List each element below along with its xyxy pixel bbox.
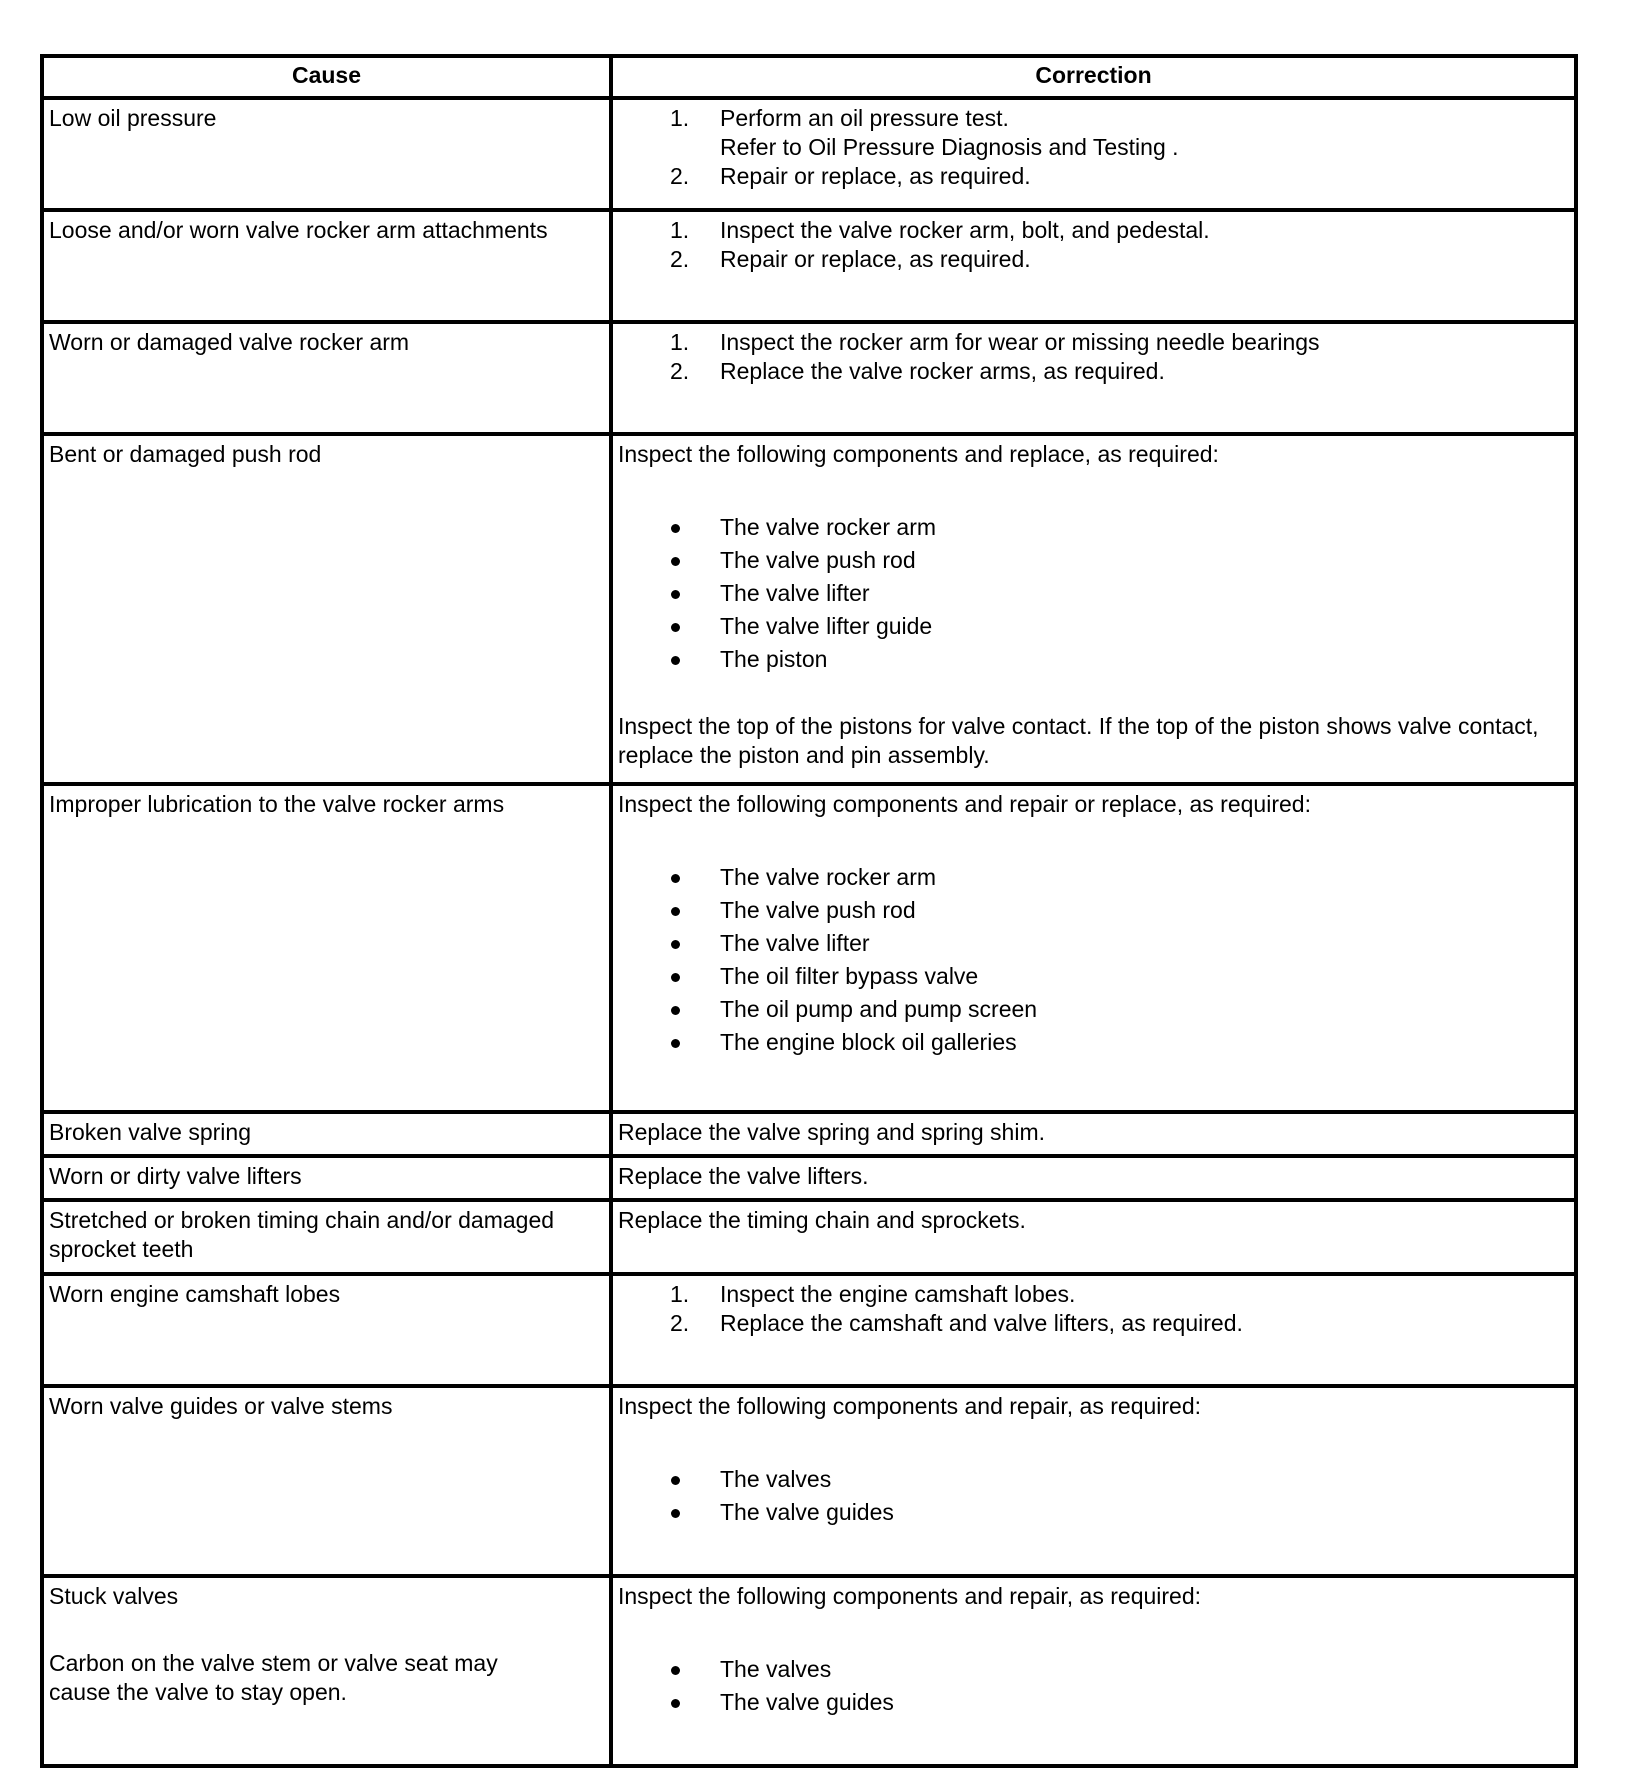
component-list [618, 861, 1568, 1059]
correction-steps [618, 104, 1568, 191]
correction-cell [611, 322, 1576, 434]
correction-step: Replace the camshaft and valve lifters, as required. [720, 1310, 1243, 1336]
correction-cell [611, 1200, 1576, 1274]
correction-cell [611, 784, 1576, 1112]
cause-cell [42, 1386, 611, 1576]
cause-text: Worn or damaged valve rocker arm [49, 329, 410, 355]
column-header-cause: Cause [42, 56, 611, 98]
component-item: The valve push rod [618, 894, 1568, 927]
correction-intro: Inspect the following components and replace, as required: [618, 441, 1219, 467]
component-item: The valve lifter guide [618, 610, 1568, 643]
cause-cell [42, 1112, 611, 1156]
correction-cell [611, 1156, 1576, 1200]
table-row [42, 210, 1576, 322]
cause-text: Bent or damaged push rod [49, 441, 322, 467]
component-list [618, 1653, 1568, 1719]
diagnosis-table [40, 54, 1578, 1768]
component-item: The valve guides [618, 1496, 1568, 1529]
cause-text: Loose and/or worn valve rocker arm attachments [49, 217, 548, 243]
correction-text: Replace the valve spring and spring shim. [618, 1119, 1046, 1145]
table-row [42, 1200, 1576, 1274]
cause-text: Stretched or broken timing chain and/or damaged sprocket teeth [49, 1207, 555, 1262]
cause-text: Improper lubrication to the valve rocker arms [49, 791, 505, 817]
component-list [618, 511, 1568, 676]
cause-text: Stuck valves [49, 1583, 179, 1609]
component-item: The oil filter bypass valve [618, 960, 1568, 993]
correction-cell [611, 1386, 1576, 1576]
correction-step: Inspect the engine camshaft lobes. [720, 1281, 1076, 1307]
step-text: Perform an oil pressure test. [720, 105, 1009, 131]
correction-step: Repair or replace, as required. [720, 163, 1031, 189]
cause-cell [42, 98, 611, 210]
table-row [42, 434, 1576, 784]
cause-cell [42, 434, 611, 784]
correction-cell [611, 210, 1576, 322]
component-item: The engine block oil galleries [618, 1026, 1568, 1059]
correction-intro: Inspect the following components and repair, as required: [618, 1583, 1202, 1609]
cause-note: Carbon on the valve stem or valve seat may cause the valve to stay open. [49, 1650, 498, 1705]
cause-text: Worn valve guides or valve stems [49, 1393, 393, 1419]
cause-text: Low oil pressure [49, 105, 217, 131]
correction-cell [611, 1274, 1576, 1386]
correction-note: Inspect the top of the pistons for valve contact. If the top of the piston shows valve contact, replace the piston and pin assembly. [618, 713, 1539, 768]
component-item: The valves [618, 1653, 1568, 1686]
component-item: The valve rocker arm [618, 511, 1568, 544]
component-item: The valve guides [618, 1686, 1568, 1719]
cause-cell [42, 1156, 611, 1200]
correction-step: Replace the valve rocker arms, as required. [720, 358, 1165, 384]
correction-steps [618, 216, 1568, 274]
component-item: The valve lifter [618, 577, 1568, 610]
table-row [42, 1156, 1576, 1200]
cause-cell [42, 1200, 611, 1274]
correction-step: Inspect the valve rocker arm, bolt, and pedestal. [720, 217, 1210, 243]
correction-cell [611, 434, 1576, 784]
table-row [42, 1576, 1576, 1766]
step-subtext: Refer to Oil Pressure Diagnosis and Testing . [720, 134, 1179, 160]
correction-cell [611, 1112, 1576, 1156]
table-row [42, 784, 1576, 1112]
component-item: The valve rocker arm [618, 861, 1568, 894]
table-row [42, 98, 1576, 210]
table-header-row [42, 56, 1576, 98]
component-item: The piston [618, 643, 1568, 676]
component-item: The valves [618, 1463, 1568, 1496]
component-list [618, 1463, 1568, 1529]
cause-cell [42, 1576, 611, 1766]
table-row [42, 1274, 1576, 1386]
cause-text: Worn engine camshaft lobes [49, 1281, 341, 1307]
component-item: The oil pump and pump screen [618, 993, 1568, 1026]
cause-text: Broken valve spring [49, 1119, 251, 1145]
column-header-correction: Correction [611, 56, 1576, 98]
table-row [42, 322, 1576, 434]
correction-intro: Inspect the following components and repair, as required: [618, 1393, 1202, 1419]
correction-steps [618, 328, 1568, 386]
correction-cell [611, 1576, 1576, 1766]
cause-cell [42, 210, 611, 322]
correction-step: Inspect the rocker arm for wear or missing needle bearings [720, 329, 1320, 355]
correction-step [618, 104, 1568, 162]
correction-step: Repair or replace, as required. [720, 246, 1031, 272]
correction-cell [611, 98, 1576, 210]
component-item: The valve push rod [618, 544, 1568, 577]
correction-steps [618, 1280, 1568, 1338]
table-row [42, 1386, 1576, 1576]
correction-text: Replace the valve lifters. [618, 1163, 869, 1189]
cause-cell [42, 1274, 611, 1386]
table-row [42, 1112, 1576, 1156]
cause-text: Worn or dirty valve lifters [49, 1163, 302, 1189]
correction-text: Replace the timing chain and sprockets. [618, 1207, 1026, 1233]
cause-cell [42, 784, 611, 1112]
cause-cell [42, 322, 611, 434]
component-item: The valve lifter [618, 927, 1568, 960]
correction-intro: Inspect the following components and repair or replace, as required: [618, 791, 1311, 817]
